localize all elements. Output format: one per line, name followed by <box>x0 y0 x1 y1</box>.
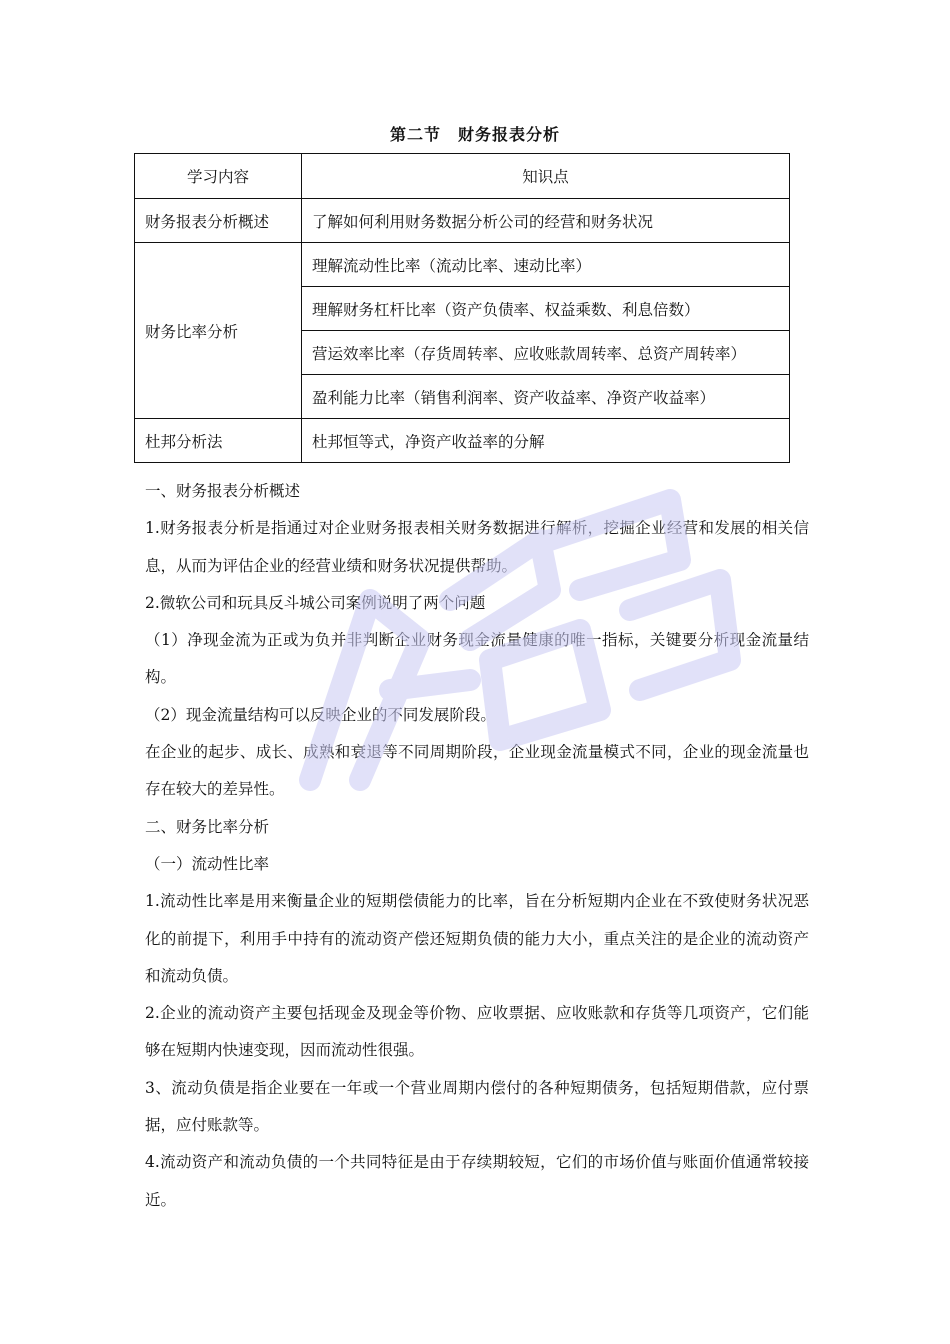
table-row <box>135 243 790 287</box>
table-row <box>135 199 790 243</box>
row-point-cell: 营运效率比率（存货周转率、应收账款周转率、总资产周转率） <box>302 331 790 375</box>
header-knowledge-points: 知识点 <box>302 154 790 199</box>
paragraph: 2.微软公司和玩具反斗城公司案例说明了两个问题 <box>145 593 486 612</box>
table-header-row <box>135 154 790 199</box>
row-content-cell: 财务报表分析概述 <box>135 199 302 243</box>
paragraph: 1.流动性比率是用来衡量企业的短期偿债能力的比率，旨在分析短期内企业在不致使财务状况恶化的前提下，利用手中持有的流动资产偿还短期负债的能力大小，重点关注的是企业的流动资产和流动负债。 <box>145 892 809 985</box>
row-point-cell: 理解财务杠杆比率（资产负债率、权益乘数、利息倍数） <box>302 287 790 331</box>
paragraph: 2.企业的流动资产主要包括现金及现金等价物、应收票据、应收账款和存货等几项资产，它们能够在短期内快速变现，因而流动性很强。 <box>145 1004 809 1060</box>
row-point-cell: 了解如何利用财务数据分析公司的经营和财务状况 <box>302 199 790 243</box>
paragraph: 3、流动负债是指企业要在一年或一个营业周期内偿付的各种短期债务，包括短期借款，应付票据，应付账款等。 <box>145 1078 809 1135</box>
row-content-cell: 杜邦分析法 <box>135 419 302 463</box>
heading-ratio-analysis: 二、财务比率分析 <box>145 817 270 836</box>
heading-overview: 一、财务报表分析概述 <box>145 482 301 500</box>
header-learning-content: 学习内容 <box>135 154 302 199</box>
row-content-cell: 财务比率分析 <box>135 243 302 419</box>
row-point-cell: 杜邦恒等式，净资产收益率的分解 <box>302 419 790 463</box>
body-text <box>145 473 809 1219</box>
table-row <box>135 419 790 463</box>
section-title: 第二节 财务报表分析 <box>389 125 560 144</box>
paragraph: 1.财务报表分析是指通过对企业财务报表相关财务数据进行解析，挖掘企业经营和发展的相关信息，从而为评估企业的经营业绩和财务状况提供帮助。 <box>145 519 809 575</box>
row-point-cell: 盈利能力比率（销售利润率、资产收益率、净资产收益率） <box>302 375 790 419</box>
row-point-cell: 理解流动性比率（流动比率、速动比率） <box>302 243 790 287</box>
paragraph: （1）净现金流为正或为负并非判断企业财务现金流量健康的唯一指标，关键要分析现金流量结构。 <box>145 631 809 687</box>
knowledge-table <box>134 153 790 463</box>
paragraph: 在企业的起步、成长、成熟和衰退等不同周期阶段，企业现金流量模式不同，企业的现金流量也存在较大的差异性。 <box>145 743 809 799</box>
subheading-liquidity: （一）流动性比率 <box>145 854 270 873</box>
paragraph: （2）现金流量结构可以反映企业的不同发展阶段。 <box>145 705 496 724</box>
paragraph: 4.流动资产和流动负债的一个共同特征是由于存续期较短，它们的市场价值与账面价值通常较接近。 <box>145 1153 809 1209</box>
